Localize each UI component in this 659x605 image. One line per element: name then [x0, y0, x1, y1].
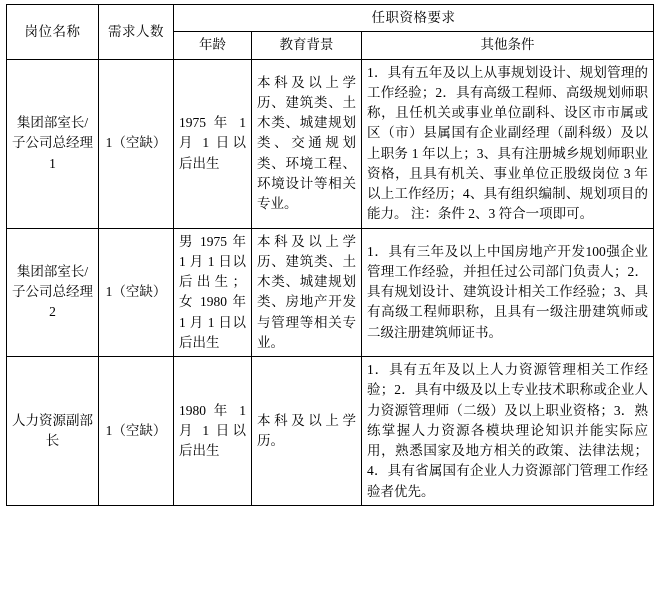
cell-other: 1．具有五年及以上人力资源管理相关工作经验；2．具有中级及以上专业技术职称或企业人力资源管理师（二级）及以上职业资格；3．熟练掌握人力资源各模块理论知识并能实际应用，熟悉国家及地方相关的政策、法律法规；4．具有省属国有企业人力资源部门管理工作经验者优先。 [362, 357, 654, 506]
cell-age: 1975 年 1 月 1 日以后出生 [174, 59, 252, 228]
cell-position-name: 人力资源副部长 [7, 357, 99, 506]
header-headcount: 需求人数 [99, 5, 174, 60]
qualification-table [6, 4, 654, 506]
cell-age: 1980 年 1 月 1 日以后出生 [174, 357, 252, 506]
cell-age: 男 1975 年 1 月 1 日以后出生；女 1980 年 1 月 1 日以后出生 [174, 228, 252, 357]
cell-other: 1．具有三年及以上中国房地产开发100强企业管理工作经验，并担任过公司部门负责人；2．具有规划设计、建筑设计相关工作经验；3、具有高级工程师职称，且具有一级注册建筑师或二级注册建筑师证书。 [362, 228, 654, 357]
cell-other: 1．具有五年及以上从事规划设计、规划管理的工作经验；2．具有高级工程师、高级规划师职称，且任机关或事业单位副科、设区市市属或区（市）县属国有企业副经理（副科级）及以上职务 1 年以上；3、具有注册城乡规划师职业资格，且具有机关、事业单位正股级岗位 3 年以上工作经历；4、具有组织编制、规划项目的能力。 注：条件 2、3 符合一项即可。 [362, 59, 654, 228]
cell-position-name: 集团部室长/子公司总经理2 [7, 228, 99, 357]
header-education: 教育背景 [252, 32, 362, 59]
header-other: 其他条件 [362, 32, 654, 59]
header-position-name: 岗位名称 [7, 5, 99, 60]
header-age: 年龄 [174, 32, 252, 59]
cell-headcount: 1（空缺） [99, 59, 174, 228]
table-row [7, 357, 654, 506]
cell-headcount: 1（空缺） [99, 228, 174, 357]
cell-headcount: 1（空缺） [99, 357, 174, 506]
cell-education: 本科及以上学历、建筑类、土木类、城建规划类、房地产开发与管理等相关专业。 [252, 228, 362, 357]
cell-education: 本科及以上学历。 [252, 357, 362, 506]
table-row [7, 59, 654, 228]
table-header-row-1 [7, 5, 654, 32]
table-row [7, 228, 654, 357]
cell-position-name: 集团部室长/子公司总经理1 [7, 59, 99, 228]
cell-education: 本科及以上学历、建筑类、土木类、城建规划类、交通规划类、环境工程、环境设计等相关专业。 [252, 59, 362, 228]
header-qualification-group: 任职资格要求 [174, 5, 654, 32]
